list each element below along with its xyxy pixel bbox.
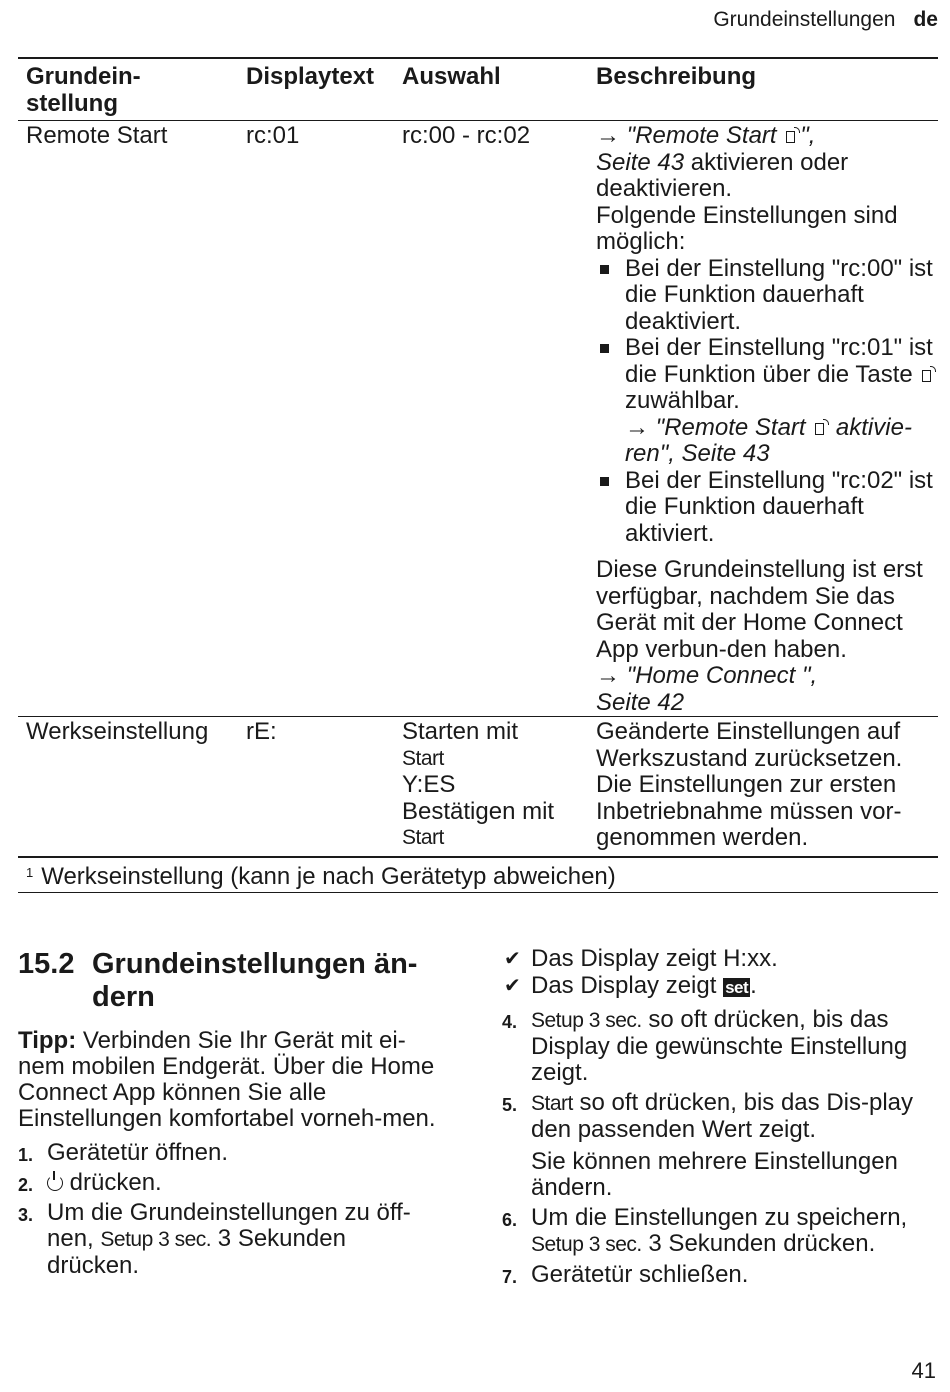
options-intro: Folgende Einstellungen sind möglich:: [596, 201, 898, 255]
col-header-display: Displaytext: [238, 58, 394, 121]
cell-display: rc:01: [246, 122, 300, 149]
header-lang: de: [913, 8, 938, 31]
step-5: 5. Start so oft drücken, bis das Dis-play den passenden Wert zeigt.: [502, 1089, 914, 1143]
step-3: 3. Um die Grundeinstellungen zu öff-nen, Setup 3 sec. 3 Sekunden drücken.: [18, 1199, 411, 1279]
cell-description: Geänderte Einstellungen auf Werkszustand zurücksetzen. Die Einstellungen zur ersten Inbetriebnahme müssen vor-genommen werden.: [588, 717, 938, 857]
result-2: ✔ Das Display zeigt set.: [504, 972, 757, 999]
step-6: 6. Um die Einstellungen zu speichern, Setup 3 sec. 3 Sekunden drücken.: [502, 1204, 908, 1257]
page-number: 41: [911, 1358, 936, 1383]
options-list: [596, 256, 938, 548]
power-icon: [47, 1175, 63, 1191]
section-right-column: [502, 946, 942, 1292]
col-header-description: Beschreibung: [588, 58, 938, 121]
step-1: 1. Gerätetür öffnen.: [18, 1139, 229, 1166]
home-connect-link[interactable]: → "Home Connect ", Seite 42: [596, 662, 818, 716]
table-row: [18, 121, 938, 717]
step-5-note: Sie können mehrere Einstellungen ändern.: [531, 1148, 898, 1201]
table-header-row: [18, 58, 938, 121]
list-item: Bei der Einstellung "rc:00" ist die Funktion dauerhaft deaktiviert.: [596, 256, 938, 336]
setup-key: Setup 3 sec.: [531, 1009, 642, 1032]
step-7: 7. Gerätetür schließen.: [502, 1261, 749, 1288]
tip-paragraph: Tipp: Verbinden Sie Ihr Gerät mit ei-nem mobilen Endgerät. Über die Home Connect App können Sie alle Einstellungen komfortabel vorneh-men.: [18, 1027, 436, 1132]
cell-setting: Remote Start: [26, 122, 168, 149]
cell-range: rc:00 - rc:02: [402, 122, 531, 149]
remote-start-icon: [921, 367, 934, 383]
setup-key: Setup 3 sec.: [100, 1228, 212, 1251]
step-2: 2. drücken.: [18, 1169, 162, 1196]
start-key: Start: [531, 1092, 573, 1115]
setup-key: Setup 3 sec.: [531, 1233, 642, 1256]
cell-description: [588, 121, 938, 717]
table-footnote-row: [18, 857, 938, 893]
table-footnote: $^1$ Werkseinstellung (kann je nach Gerätetyp abweichen): [18, 857, 938, 893]
list-item: Bei der Einstellung "rc:02" ist die Funktion dauerhaft aktiviert.: [596, 468, 938, 548]
check-icon: ✔: [504, 975, 521, 997]
remote-start-icon: [785, 128, 798, 144]
remote-start-icon: [814, 420, 827, 436]
cell-display: rE:: [238, 717, 394, 857]
cell-setting: Werkseinstellung: [18, 717, 238, 857]
settings-table: [18, 57, 938, 893]
step-4: 4. Setup 3 sec. so oft drücken, bis das Display die gewünschte Einstellung zeigt.: [502, 1006, 908, 1086]
start-key: Start: [402, 746, 444, 770]
set-display-code: set: [725, 978, 749, 997]
col-header-range: Auswahl: [394, 58, 588, 121]
section-left-column: [18, 948, 438, 1283]
availability-note: Diese Grundeinstellung ist erst verfügbar, nachdem Sie das Gerät mit der Home Connect App verbun-den haben.: [596, 556, 923, 663]
col-header-setting: Grundein- stellung: [18, 58, 238, 121]
result-1: ✔ Das Display zeigt H:xx.: [504, 945, 778, 972]
header-section: Grundeinstellungen: [713, 8, 896, 31]
section-heading: 15.2 Grundeinstellungen än-dern: [18, 948, 418, 1013]
check-icon: ✔: [504, 948, 521, 970]
running-header: [713, 8, 938, 32]
table-row: [18, 717, 938, 857]
cell-range: Starten mit Start Y:ES Bestätigen mit Start: [394, 717, 588, 857]
remote-start-link[interactable]: → "Remote Start ", Seite 43 aktivieren oder deaktivieren.: [596, 122, 849, 202]
list-item: Bei der Einstellung "rc:01" ist die Funktion über die Taste zuwählbar. → "Remote Start aktivie-ren", Seite 43: [596, 335, 938, 468]
remote-start-activate-link[interactable]: → "Remote Start aktivie-ren", Seite 43: [625, 413, 912, 467]
start-key: Start: [402, 826, 444, 849]
